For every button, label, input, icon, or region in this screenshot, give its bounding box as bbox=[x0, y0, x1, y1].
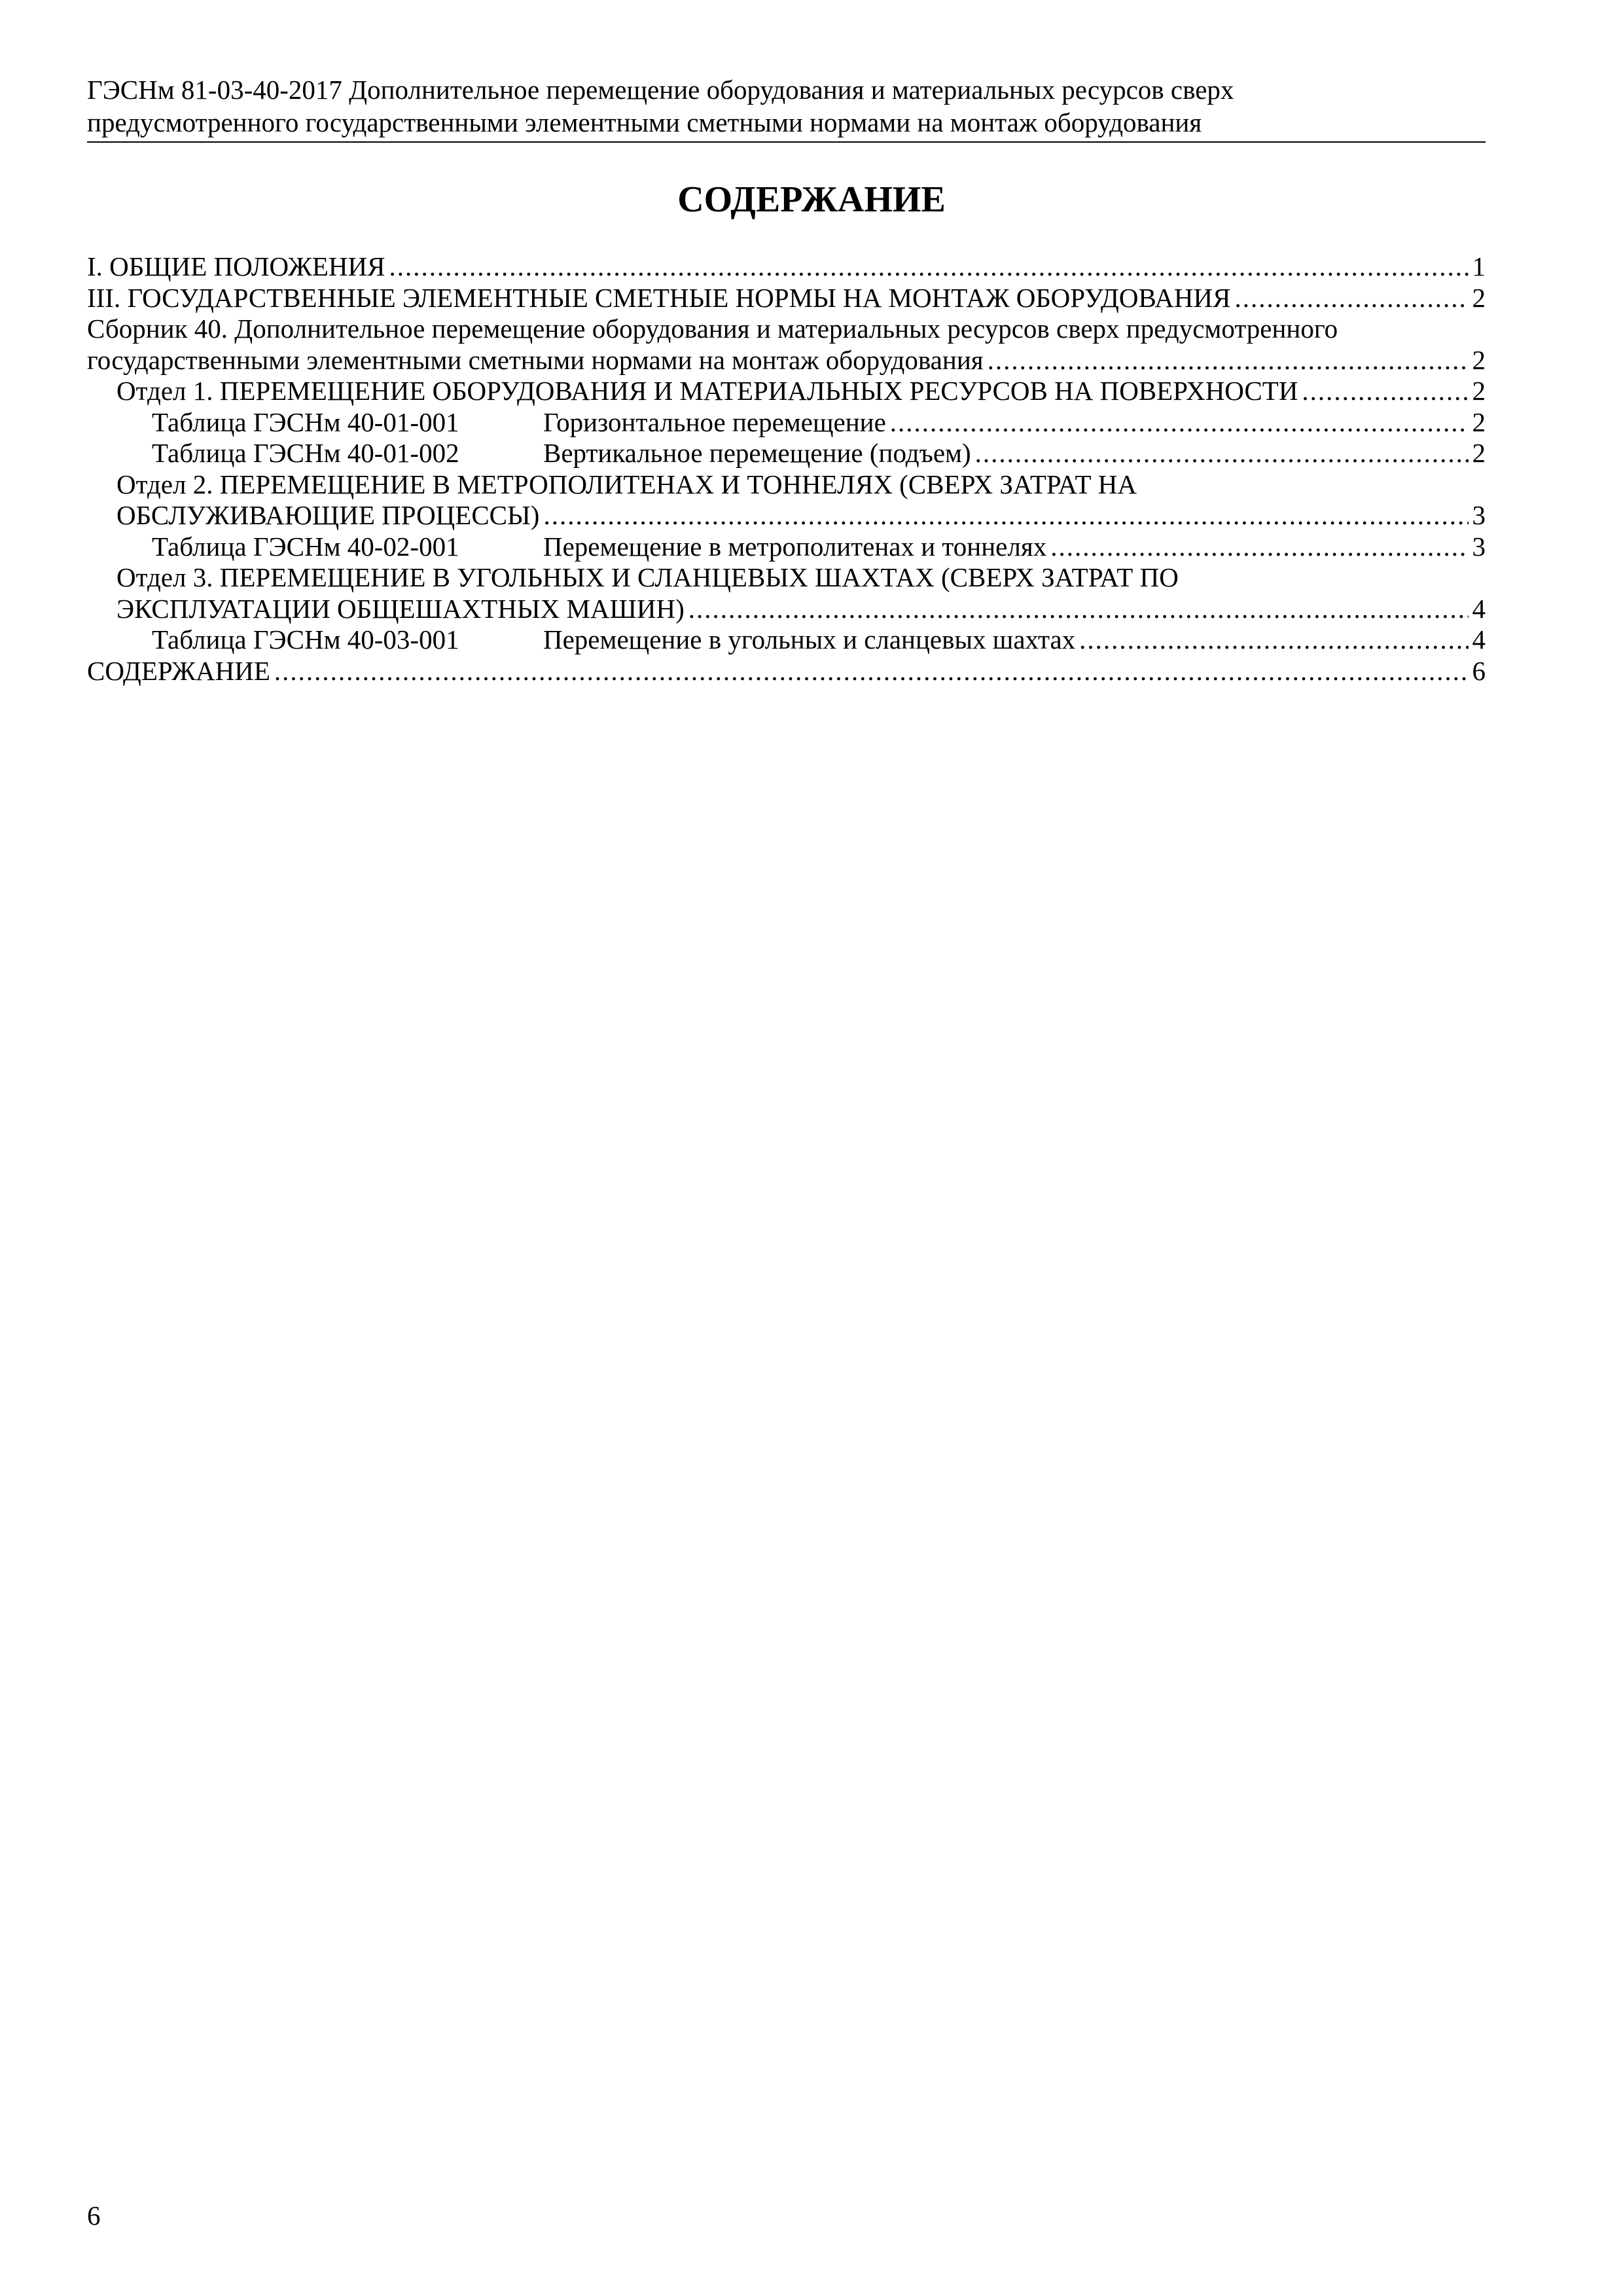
toc-entry-table-40-01-001[interactable] bbox=[87, 407, 1486, 439]
toc-entry-text: III. ГОСУДАРСТВЕННЫЕ ЭЛЕМЕНТНЫЕ СМЕТНЫЕ НОРМЫ НА МОНТАЖ ОБОРУДОВАНИЯ bbox=[87, 282, 1231, 313]
toc-dot-leader bbox=[274, 656, 1469, 687]
toc-page-number: 4 bbox=[1472, 624, 1486, 655]
toc-entry-state-norms[interactable] bbox=[87, 283, 1486, 314]
toc-page-number: 1 bbox=[1472, 251, 1486, 281]
toc-table-code: Таблица ГЭСНм 40-02-001 bbox=[152, 531, 459, 562]
toc-page-number: 6 bbox=[1472, 655, 1486, 686]
toc-entry-text: ОБСЛУЖИВАЮЩИЕ ПРОЦЕССЫ) bbox=[116, 500, 540, 530]
toc-entry-section-2[interactable] bbox=[87, 500, 1486, 531]
toc-entry-text: I. ОБЩИЕ ПОЛОЖЕНИЯ bbox=[87, 251, 385, 281]
toc-entry-collection-40-line-1[interactable]: Сборник 40. Дополнительное перемещение оборудования и материальных ресурсов сверх предусмотренного bbox=[87, 314, 1338, 344]
toc-entry-text: Перемещение в метрополитенах и тоннелях bbox=[543, 531, 1047, 562]
toc-page-number: 2 bbox=[1472, 406, 1486, 437]
toc-page-number: 3 bbox=[1472, 500, 1486, 530]
toc-entry-section-3-line-1[interactable]: Отдел 3. ПЕРЕМЕЩЕНИЕ В УГОЛЬНЫХ И СЛАНЦЕВЫХ ШАХТАХ (СВЕРХ ЗАТРАТ ПО bbox=[116, 562, 1179, 592]
toc-entry-text: ЭКСПЛУАТАЦИИ ОБЩЕШАХТНЫХ МАШИН) bbox=[116, 593, 685, 624]
toc-entry-table-40-03-001[interactable] bbox=[87, 624, 1486, 656]
toc-entry-section-3[interactable] bbox=[87, 594, 1486, 625]
toc-page-number: 2 bbox=[1472, 282, 1486, 313]
toc-entry-section-1[interactable] bbox=[87, 376, 1486, 407]
toc-dot-leader bbox=[975, 438, 1469, 469]
toc-page-number: 3 bbox=[1472, 531, 1486, 562]
toc-dot-leader bbox=[988, 345, 1469, 376]
toc-page-number: 2 bbox=[1472, 344, 1486, 375]
toc-page-number: 2 bbox=[1472, 376, 1486, 406]
toc-table-code: Таблица ГЭСНм 40-01-001 bbox=[152, 406, 459, 437]
toc-entry-text: Вертикальное перемещение (подъем) bbox=[543, 438, 971, 468]
toc-dot-leader bbox=[1302, 376, 1468, 407]
toc-entry-text: Отдел 1. ПЕРЕМЕЩЕНИЕ ОБОРУДОВАНИЯ И МАТЕРИАЛЬНЫХ РЕСУРСОВ НА ПОВЕРХНОСТИ bbox=[116, 376, 1298, 406]
toc-table-code: Таблица ГЭСНм 40-03-001 bbox=[152, 624, 459, 655]
toc-dot-leader bbox=[389, 251, 1468, 283]
toc-dot-leader bbox=[890, 407, 1469, 439]
toc-entry-collection-40[interactable] bbox=[87, 345, 1486, 376]
toc-dot-leader bbox=[543, 500, 1468, 531]
table-of-contents bbox=[87, 251, 1486, 687]
toc-entry-text: Перемещение в угольных и сланцевых шахтах bbox=[543, 624, 1076, 655]
toc-entry-table-40-02-001[interactable] bbox=[87, 531, 1486, 563]
toc-dot-leader bbox=[688, 594, 1469, 625]
toc-table-code: Таблица ГЭСНм 40-01-002 bbox=[152, 438, 459, 468]
toc-page-number: 4 bbox=[1472, 593, 1486, 624]
toc-dot-leader bbox=[1050, 531, 1468, 563]
toc-entry-general-provisions[interactable] bbox=[87, 251, 1486, 283]
toc-entry-section-2-line-1[interactable]: Отдел 2. ПЕРЕМЕЩЕНИЕ В МЕТРОПОЛИТЕНАХ И ТОННЕЛЯХ (СВЕРХ ЗАТРАТ НА bbox=[116, 469, 1137, 499]
page-title: СОДЕРЖАНИЕ bbox=[677, 179, 946, 220]
toc-dot-leader bbox=[1079, 624, 1468, 656]
page-number: 6 bbox=[87, 2200, 101, 2231]
toc-entry-text: государственными элементными сметными нормами на монтаж оборудования bbox=[87, 344, 984, 375]
toc-page-number: 2 bbox=[1472, 438, 1486, 468]
toc-entry-contents[interactable] bbox=[87, 656, 1486, 687]
toc-entry-text: СОДЕРЖАНИЕ bbox=[87, 655, 270, 686]
toc-entry-text: Горизонтальное перемещение bbox=[543, 406, 886, 437]
toc-entry-table-40-01-002[interactable] bbox=[87, 438, 1486, 469]
running-header-line-1: ГЭСНм 81-03-40-2017 Дополнительное перемещение оборудования и материальных ресурсов сверх bbox=[87, 75, 1234, 105]
toc-dot-leader bbox=[1234, 283, 1468, 314]
running-header bbox=[87, 73, 1486, 143]
running-header-line-2: предусмотренного государственными элементными сметными нормами на монтаж оборудования bbox=[87, 107, 1202, 137]
